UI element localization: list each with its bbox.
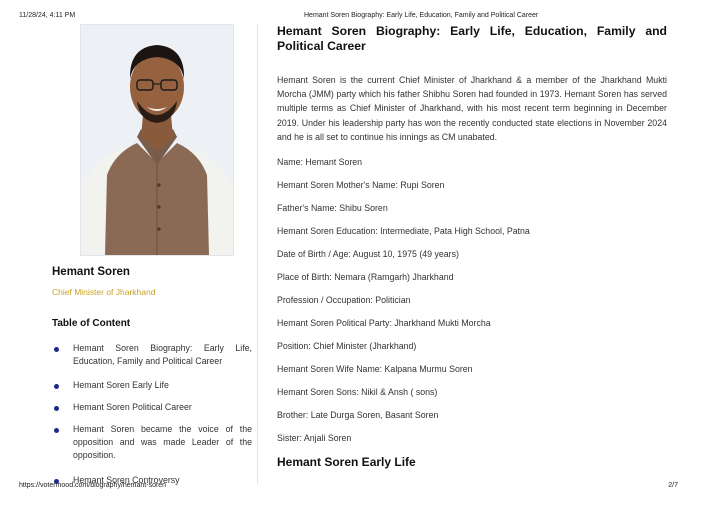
fact-item: Name: Hemant Soren	[277, 157, 363, 168]
fact-item: Position: Chief Minister (Jharkhand)	[277, 341, 417, 352]
fact-item: Hemant Soren Mother's Name: Rupi Soren	[277, 180, 445, 191]
toc-item-early-life[interactable]	[52, 379, 252, 392]
toc-item-political-career[interactable]	[52, 401, 252, 414]
toc-item-label: Hemant Soren Biography: Early Life, Education, Family and Political Career	[73, 343, 252, 366]
print-header	[19, 12, 700, 24]
article	[277, 24, 667, 469]
print-footer	[19, 482, 700, 494]
section-heading: Hemant Soren Early Life	[277, 455, 416, 470]
fact-item: Profession / Occupation: Politician	[277, 295, 411, 306]
bullet-icon	[54, 428, 59, 433]
toc-item-label: Hemant Soren Political Career	[73, 402, 192, 412]
profile-photo	[80, 24, 234, 256]
article-title: Hemant Soren Biography: Early Life, Education, Family and Political Career	[277, 24, 667, 53]
toc-title: Table of Content	[52, 318, 131, 329]
person-name: Hemant Soren	[52, 266, 130, 278]
toc-item-biography[interactable]	[52, 342, 252, 368]
fact-item: Hemant Soren Education: Intermediate, Pata High School, Patna	[277, 226, 530, 237]
person-role: Chief Minister of Jharkhand	[52, 287, 156, 297]
fact-item: Hemant Soren Sons: Nikil & Ansh ( sons)	[277, 387, 438, 398]
bullet-icon	[54, 384, 59, 389]
toc-item-label: Hemant Soren became the voice of the opposition and was made Leader of the opposition.	[73, 424, 252, 460]
toc-item-label: Hemant Soren Early Life	[73, 380, 169, 390]
fact-item: Date of Birth / Age: August 10, 1975 (49 years)	[277, 249, 459, 260]
print-title: Hemant Soren Biography: Early Life, Education, Family and Political Career	[304, 12, 539, 19]
fact-item: Hemant Soren Wife Name: Kalpana Murmu Soren	[277, 364, 473, 375]
article-intro: Hemant Soren is the current Chief Minister of Jharkhand & a member of the Jharkhand Mukti Morcha (JMM) party which his father Shibhu Soren had founded in 1973. Hemant Soren has served multiple terms as Chief Minister of Jharkhand, with his most recent term beginning in December 2019. Under his leadership party has won the recently conducted state elections in November 2024 and he is all set to continue his innings as CM unabated.	[277, 75, 667, 142]
bullet-icon	[54, 406, 59, 411]
toc-item-opposition[interactable]	[52, 423, 252, 462]
column-divider	[257, 24, 258, 484]
fact-item: Hemant Soren Political Party: Jharkhand Mukti Morcha	[277, 318, 491, 329]
print-url: https://votermood.com/biography/hemant-soren	[19, 482, 167, 489]
fact-item: Place of Birth: Nemara (Ramgarh) Jharkhand	[277, 272, 454, 283]
page-number: 2/7	[668, 482, 678, 489]
fact-item: Father's Name: Shibu Soren	[277, 203, 388, 214]
fact-item: Sister: Anjali Soren	[277, 433, 352, 444]
fact-item: Brother: Late Durga Soren, Basant Soren	[277, 410, 439, 421]
portrait-image	[81, 25, 233, 255]
bullet-icon	[54, 347, 59, 352]
table-of-contents	[52, 342, 252, 487]
fact-list	[277, 156, 667, 444]
print-date: 11/28/24, 4:11 PM	[19, 12, 76, 19]
toc-item-label: Hemant Soren Controversy	[73, 475, 180, 485]
